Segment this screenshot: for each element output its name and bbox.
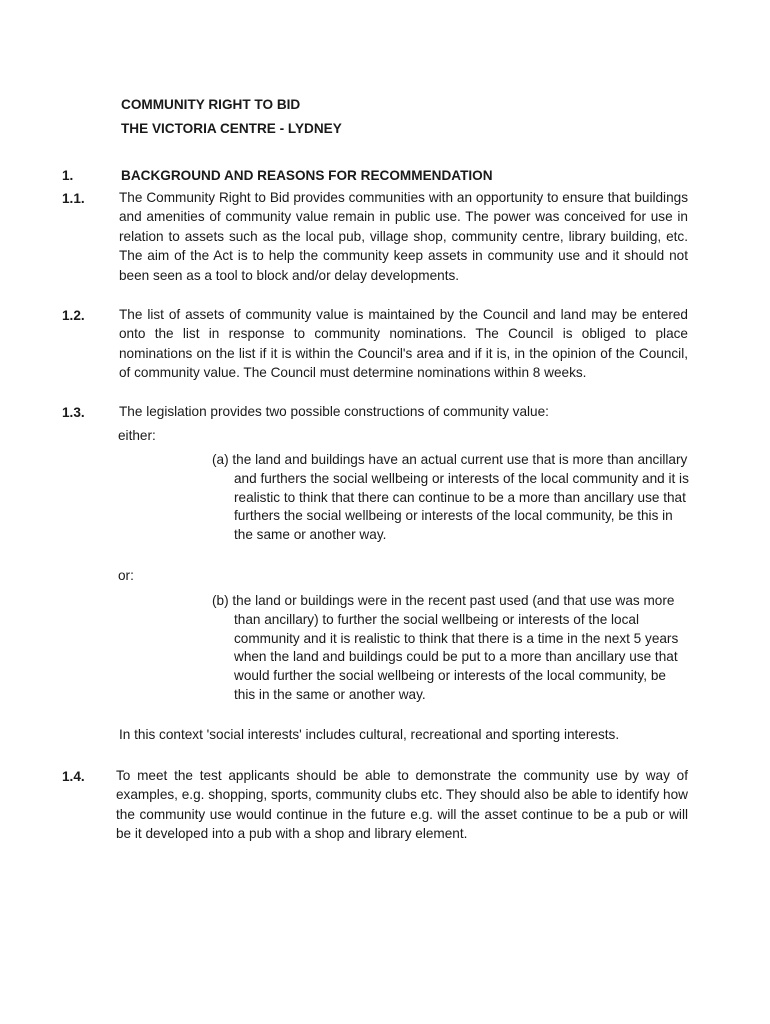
document-title-line-1: COMMUNITY RIGHT TO BID (121, 97, 301, 112)
section-number: 1. (62, 168, 74, 183)
either-label: either: (118, 428, 156, 443)
clause-b: (b) the land or buildings were in the recent past used (and that use was more than ancillary) to further the social wellbeing or interests of the local community and it is realistic to think that there is a time in the next 5 years when the land and buildings could be put to a more than ancillary use that would further the social wellbeing or interests of the local community, be this in the same or another way. (212, 593, 679, 702)
paragraph-1-1: The Community Right to Bid provides communities with an opportunity to ensure that buildings and amenities of community value remain in public use. The power was conceived for use in relation to assets such as the local pub, village shop, community centre, library building, etc. The aim of the Act is to help the community keep assets in community use and it should not been seen as a tool to block and/or delay developments. (119, 190, 688, 283)
section-heading: BACKGROUND AND REASONS FOR RECOMMENDATION (121, 168, 493, 183)
paragraph-number-1-1: 1.1. (62, 191, 85, 206)
paragraph-1-2: The list of assets of community value is maintained by the Council and land may be entered onto the list in response to community nominations. The Council is obliged to place nominations on the list if it is within the Council's area and if it is, in the opinion of the Council, of community value. The Council must determine nominations within 8 weeks. (119, 307, 688, 381)
paragraph-number-1-2: 1.2. (62, 308, 85, 323)
paragraph-number-1-3: 1.3. (62, 405, 85, 420)
paragraph-number-1-4: 1.4. (62, 769, 85, 784)
paragraph-1-4: To meet the test applicants should be able to demonstrate the community use by way of examples, e.g. shopping, sports, community clubs etc. They should also be able to identify how the community use would continue in the future e.g. will the asset continue to be a pub or will be it developed into a pub with a shop and library element. (116, 768, 688, 842)
or-label: or: (118, 568, 134, 583)
paragraph-1-3-intro: The legislation provides two possible constructions of community value: (119, 404, 549, 419)
paragraph-1-3-context: In this context 'social interests' includes cultural, recreational and sporting interests. (119, 727, 620, 742)
clause-a: (a) the land and buildings have an actual current use that is more than ancillary and furthers the social wellbeing or interests of the local community and it is realistic to think that there can continue to be a more than ancillary use that furthers the social wellbeing or interests of the local community, be this in the same or another way. (212, 452, 689, 543)
document-title-line-2: THE VICTORIA CENTRE - LYDNEY (121, 121, 342, 136)
